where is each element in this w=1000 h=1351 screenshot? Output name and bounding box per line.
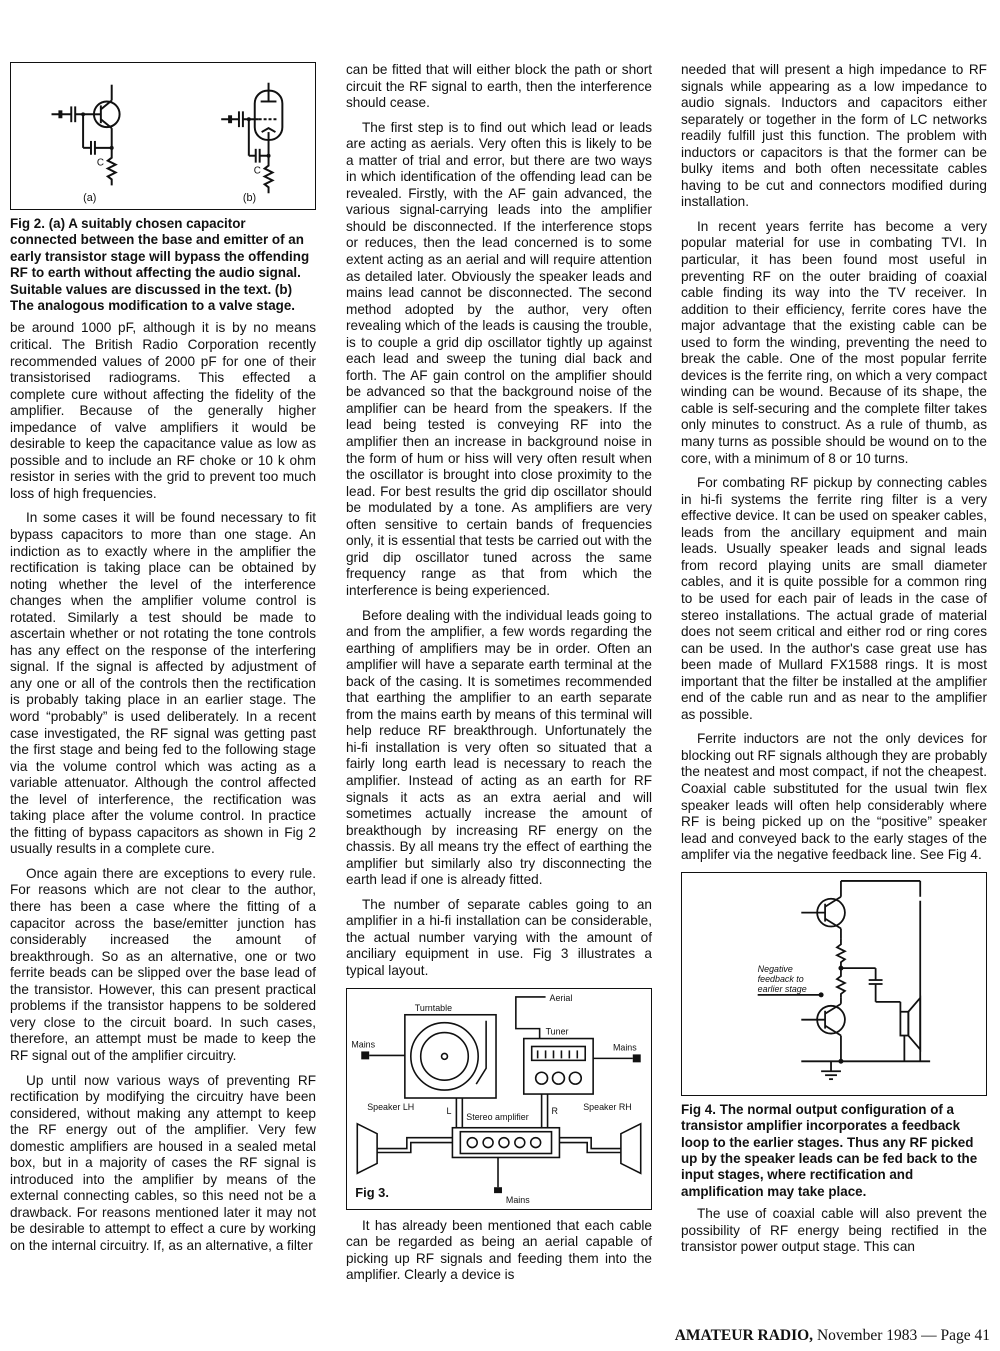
body-paragraph: For combating RF pickup by connecting cables in hi-fi systems the ferrite ring filter is a very effective device. It can be used on speaker cables, leads from the ancillary equipment and main leads. Usually speaker leads and signal leads from record playing units are small diameter cables, and it is quite possible for a common ring to be used for each pair of leads in the case of stereo installations. The actual grade of material does not seem critical and either rod or ring cores can be used. In the author's case great use has been made of Mullard FX1588 rings. It is most important that the filter be installed at the amplifier end of the cable run and as near to the amplifier as possible. <box>681 475 987 722</box>
fig2-label-b: (b) <box>242 192 257 205</box>
fig3-aerial-label: Aerial <box>549 992 573 1003</box>
body-paragraph: Once again there are exceptions to every rule. For reasons which are not clear to the author, there has been a case where the fitting of a capacitor across the base/emitter junction has considerably increased the amount of breakthrough. So as an alternative, one or two ferrite beads can be slipped over the base lead of the transistor. However, this can present practical problems if the transistor happens to be soldered very close to the circuit board. In such cases, therefore, an attempt must be made to keep the RF signal out of the amplifier circuitry. <box>10 865 316 1063</box>
body-paragraph: In some cases it will be found necessary to fit bypass capacitors to more than one stage. An indiction as to exactly where in the amplifier the rectification is taking place can be obtained by noting whether the level of the interference changes when the amplifier volume control is rotated. Similarly a test should be made to ascertain whether or not rotating the tone controls has any effect on the response of the interfering signal. If the signal is affected by adjustment of any one or all of the controls then the rectification is probably taking place in an earlier stage. The word “probably” is used deliberately. In a recent case investigated, the RF signal was getting past the first stage and being fed to the following stage via the volume control which was acting as a variable attenuator. Although the control affected the level of interference, the rectification was taking place after the volume control. In practice the fitting of bypass capacitors as shown in Fig 2 usually results in a complete cure. <box>10 510 316 857</box>
fig3-speaker-rh-label: Speaker RH <box>583 1101 632 1112</box>
fig3-stereo-amplifier-label: Stereo amplifier <box>466 1111 529 1122</box>
fig2-label-a: (a) <box>83 192 97 205</box>
fig3-tuner-label: Tuner <box>545 1026 569 1037</box>
body-paragraph: can be fitted that will either block the path or short circuit the RF signal to earth, then the interference should cease. <box>346 62 652 111</box>
fig3-turntable-label: Turntable <box>414 1002 453 1013</box>
figure-2-caption: Fig 2. (a) A suitably chosen capacitor connected between the base and emitter of an early transistor stage will bypass the offending RF to earth without affecting the audio signal. Suitable values are discussed in the text. (b) The analogous modification to a valve stage. <box>10 216 310 314</box>
column-2 <box>346 62 652 1292</box>
fig3-r-label: R <box>551 1105 558 1116</box>
column-3 <box>681 62 987 1264</box>
figure-2 <box>10 62 316 210</box>
page-footer <box>675 1327 990 1345</box>
fig2-c-label-b: C <box>253 165 261 177</box>
figure-3 <box>346 988 652 1210</box>
fig3-l-label: L <box>446 1105 452 1116</box>
fig4-annotation-line: feedback to <box>757 973 804 984</box>
fig4-annotation-line: Negative <box>757 963 793 974</box>
body-paragraph: Before dealing with the individual leads going to and from the amplifier, a few words regarding the earthing of amplifiers may be in order. Often an amplifier will have a separate earth terminal at the back of the casing. It is sometimes recommended that earthing the amplifier to an earth separate from the mains earth by means of this terminal will help reduce RF breakthrough. Unfortunately the hi-fi installation is very often so situated that a fairly long earth lead is necessary to reach the amplifier. Instead of acting as an earth for RF signals it acts as an extra aerial and will sometimes actually increase the amount of breakthough by increasing RF energy on the chassis. By all means try the effect of earthing the amplifier but similarly also try disconnecting the earth lead if one is already fitted. <box>346 607 652 888</box>
fig3-figure-label: Fig 3. <box>355 1184 389 1200</box>
column-1 <box>10 62 316 1263</box>
fig4-annotation <box>758 964 807 994</box>
body-paragraph: Ferrite inductors are not the only devices for blocking out RF signals although they are probably the neatest and most compact, if not the cheapest. Coaxial cable substituted for the usual twin flex speaker leads will often help considerably where RF is being picked up on the “positive” speaker lead and conveyed back to the early stages of the amplifer via the negative feedback line. See Fig 4. <box>681 731 987 863</box>
figure-4 <box>681 872 987 1096</box>
body-paragraph: be around 1000 pF, although it is by no means critical. The British Radio Corporation recently recommended values of 2000 pF for one of their transistorised radiograms. This effected a complete cure without affecting the fidelity of the amplifier. Because of the generally higher impedance of valve amplifiers it would be desirable to keep the capacitance value as low as possible and to include an RF choke or 10 k ohm resistor in series with the grid to prevent too much loss of high frequencies. <box>10 320 316 501</box>
fig3-speaker-lh-label: Speaker LH <box>367 1101 415 1112</box>
body-paragraph: In recent years ferrite has become a very popular material for use in combating TVI. In particular, it has been found most useful in preventing RF on the outer braiding of coaxial cable finding its way into the TV receiver. In addition to their efficiency, ferrite cores have the major advantage that the existing cable can be used to form the winding, preventing the need to break the cable. One of the most popular ferrite devices is the ferrite ring, on which a very compact winding can be wound. Because of its shape, the cable is self-securing and the complete filter takes only minutes to construct. As a rule of thumb, as many turns as possible should be wound on to the core, with a minimum of 8 or 10 turns. <box>681 218 987 466</box>
figure-2-schematic <box>11 63 315 209</box>
fig3-mains-right-label: Mains <box>612 1041 637 1052</box>
body-paragraph: The first step is to find out which lead or leads are acting as aerials. Very often this is likely to be a matter of trial and error, but there are two ways in which identification of the offending lead can be revealed. Firstly, with the AF gain advanced, the various signal-carrying leads into the amplifier should be disconnected. If the interference stops or reduces, then the lead concerned is to some extent acting as an aerial and will require attention as detailed later. Obviously the speaker leads and mains lead cannot be disconnected. The second method adopted by the author, very often revealing which of the leads is causing the trouble, is to couple a grid dip oscillator tightly up against each lead and sweep the tuning dial back and forth. The AF gain control on the amplifier should be advanced so that the background noise of the amplifier can be heard from the speakers. If the lead being tested is conveying RF into the amplifier then an increase in background noise in the form of hum or hiss will very often result when the oscillator is brought into close proximity to the lead. For best results the grid dip oscillator should be modulated by a tone. As amplifiers are very often sensitive to certain bands of frequencies only, it is essential that tests be carried out with the grid dip oscillator tuned across the same frequency range as that from which the interference is being experienced. <box>346 119 652 598</box>
footer-magazine: AMATEUR RADIO, <box>674 1327 814 1344</box>
fig4-annotation-line: earlier stage <box>757 983 807 994</box>
body-paragraph: Up until now various ways of preventing RF rectification by modifying the circuitry have been considered, without making any attempt to keep the RF energy out of the amplifier. Very few domestic amplifiers are housed in a sealed metal box, but in a majority of cases the RF signal is introduced into the amplifier by means of the external connecting cables, so this need not be a drawback. For reasons mentioned later it may not be desirable to attempt to effect a cure by working on the internal circuitry. If, as an alternative, a filter <box>10 1072 316 1253</box>
figure-4-caption: Fig 4. The normal output configuration of a transistor amplifier incorporates a feedback loop to the earlier stages. Thus any RF picked up by the speaker leads can be fed back to the input stages, where rectification and amplification may take place. <box>681 1101 978 1199</box>
body-paragraph: The number of separate cables going to an amplifier in a hi-fi installation can be considerable, the actual number varying with the amount of anciliary equipment in use. Fig 3 illustrates a typical layout. <box>346 896 652 978</box>
fig2-c-label-a: C <box>96 157 105 169</box>
body-paragraph: It has already been mentioned that each cable can be regarded as being an aerial capable of picking up RF signals and feeding them into the amplifier. Clearly a device is <box>346 1217 652 1283</box>
body-paragraph: The use of coaxial cable will also prevent the possibility of RF energy being rectified in the transistor power output stage. This can <box>681 1206 987 1255</box>
figure-3-layout <box>347 989 651 1209</box>
fig3-mains-left-label: Mains <box>351 1038 376 1049</box>
fig3-mains-bottom-label: Mains <box>505 1194 530 1205</box>
footer-issue: November 1983 — Page 41 <box>816 1327 990 1344</box>
body-paragraph: needed that will present a high impedance to RF signals while appearing as a low impedance to audio signals. Inductors and capacitors either separately or together in the form of LC networks readily fulfill just this function. The problem with inductors or capacitors is that the former can be bulky items and both often necessitate cables having to be cut and connectors modified during installation. <box>681 62 987 210</box>
figure-4-schematic <box>682 873 986 1095</box>
